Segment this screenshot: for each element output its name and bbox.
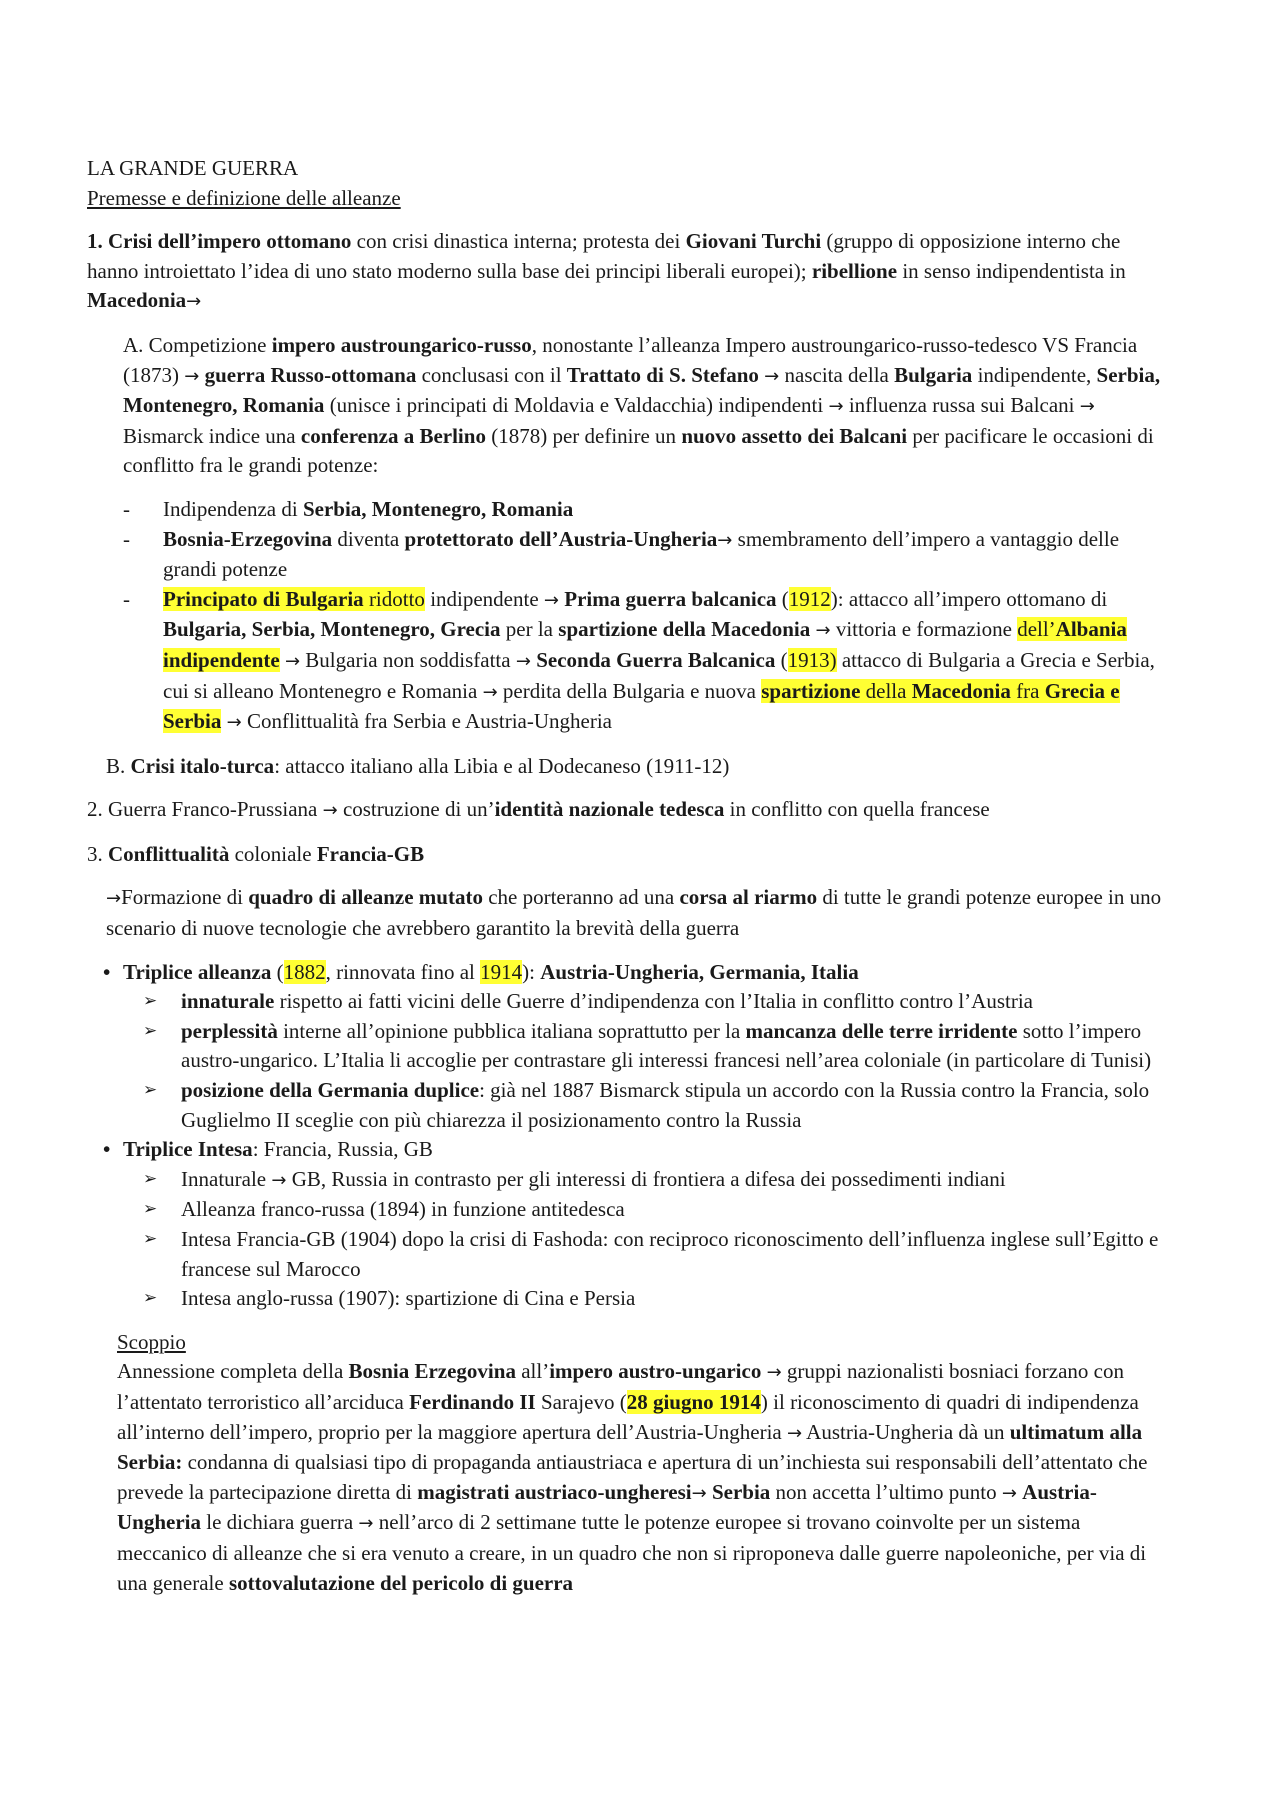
arrow-icon: → [271,1169,287,1191]
scoppio-paragraph: Annessione completa della Bosnia Erzegovina all’impero austro-ungarico → gruppi nazionalisti bosniaci forzano con l’attentato terroristico all’arciduca Ferdinando II Sarajevo (28 giugno 1914) il riconoscimento di quadri di indipendenza all’interno dell’impero, proprio per la maggiore apertura dell’Austria-Ungheria → Austria-Ungheria dà un ultimatum alla Serbia: condanna di qualsiasi tipo di propaganda antiaustriaca e apertura di un’inchiesta sui responsabili dell’attentato che prevede la partecipazione diretta di magistrati austriaco-ungheresi→ Serbia non accetta l’ultimo punto → Austria-Ungheria le dichiara guerra → nell’arco di 2 settimane tutte le potenze europee si trovano coinvolte per un sistema meccanico di alleanze che si era venuto a creare, in un quadro che non si riproponeva dalle guerre napoleoniche, per via di una generale sottovalutazione del pericolo di guerra [117,1359,1148,1595]
list-item: - Indipendenza di Serbia, Montenegro, Romania [123,495,1170,525]
doc-title: LA GRANDE GUERRA [87,156,299,180]
list-item: ➢ Innaturale → GB, Russia in contrasto per gli interessi di frontiera a difesa dei possedimenti indiani [143,1165,1170,1196]
list-item: ➢ innaturale rispetto ai fatti vicini delle Guerre d’indipendenza con l’Italia in conflitto contro l’Austria [143,987,1170,1017]
dash-marker: - [123,496,130,521]
arrow-icon: → [764,365,780,387]
arrow-icon: → [482,681,498,703]
formation-paragraph: →Formazione di quadro di alleanze mutato che porteranno ad una corsa al riarmo di tutte le grandi potenze europee in uno scenario di nuove tecnologie che avrebbero garantito la brevità della guerra [106,885,1162,941]
arrowhead-bullet-icon: ➢ [143,1288,158,1309]
sublist [143,987,1170,1135]
bullet-icon: • [103,959,111,984]
alliances-list [103,958,1170,1314]
arrow-icon: → [284,650,301,672]
list-item: - Bosnia-Erzegovina diventa protettorato dell’Austria-Ungheria→ smembramento dell’impero a vantaggio delle grandi potenze [123,526,1120,582]
scoppio-section [117,1328,1170,1598]
list-item: ➢ Alleanza franco-russa (1894) in funzione antitedesca [143,1195,1170,1225]
section-3: 3. Conflittualità coloniale Francia-GB [87,841,425,866]
arrow-icon: → [717,529,733,551]
sublist [143,1165,1170,1314]
arrowhead-bullet-icon: ➢ [143,1080,158,1101]
arrow-icon: → [691,1482,707,1504]
dash-marker: - [123,586,130,611]
section-2: 2. Guerra Franco-Prussiana → costruzione di un’identità nazionale tedesca in conflitto con quella francese [87,797,990,822]
arrow-icon: → [787,1422,803,1444]
dash-marker: - [123,526,130,551]
arrowhead-bullet-icon: ➢ [143,1020,158,1041]
list-item: - Principato di Bulgaria ridotto indipendente → Prima guerra balcanica (1912): attacco all’impero ottomano di Bulgaria, Serbia, Montenegro, Grecia per la spartizione della Macedonia → vittoria e formazione dell’Albania indipendente → Bulgaria non soddisfatta → Seconda Guerra Balcanica (1913) attacco di Bulgaria a Grecia e Serbia, cui si alleano Montenegro e Romania → perdita della Bulgaria e nuova spartizione della Macedonia fra Grecia e Serbia → Conflittualità fra Serbia e Austria-Ungheria [123,586,1155,734]
list-item-triplice-intesa: • Triplice Intesa: Francia, Russia, GB ➢ Innaturale → GB, Russia in contrasto per gli interessi di frontiera a difesa dei possedimenti indiani ➢ Alleanza franco-russa (1894) in funzione antitedesca ➢ Intesa Francia-GB (1904) dopo la crisi di Fashoda: con reciproco riconoscimento dell’influenza inglese sull’Egitto e francese sul Marocco ➢ Intesa anglo-russa (1907): spartizione di Cina e Persia [103,1135,1170,1314]
doc-subtitle: Premesse e definizione delle alleanze [87,185,401,210]
arrow-icon: → [106,888,122,910]
arrow-icon: → [1079,396,1095,418]
section-1b: B. Crisi italo-turca: attacco italiano alla Libia e al Dodecaneso (1911-12) [106,753,730,778]
dash-list [123,495,1170,738]
arrow-icon: → [543,589,559,611]
arrow-icon: → [322,800,338,822]
arrowhead-bullet-icon: ➢ [143,1229,158,1249]
list-item: ➢ perplessità interne all’opinione pubblica italiana soprattutto per la mancanza delle terre irridente sotto l’impero austro-ungarico. L’Italia li accoglie per contrastare gli interessi francesi nell’area coloniale (in particolare di Tunisi) [143,1018,1152,1073]
arrow-icon: → [815,620,831,642]
arrow-icon: → [766,1362,782,1384]
list-item: ➢ Intesa Francia-GB (1904) dopo la crisi di Fashoda: con reciproco riconoscimento dell’influenza inglese sull’Egitto e francese sul Marocco [143,1227,1159,1281]
arrowhead-bullet-icon: ➢ [143,1168,158,1189]
section-1a: A. Competizione impero austroungarico-russo, nonostante l’alleanza Impero austroungarico-russo-tedesco VS Francia (1873) → guerra Russo-ottomana conclusasi con il Trattato di S. Stefano → nascita della Bulgaria indipendente, Serbia, Montenegro, Romania (unisce i principati di Moldavia e Valdacchia) indipendenti → influenza russa sui Balcani → Bismarck indice una conferenza a Berlino (1878) per definire un nuovo assetto dei Balcani per pacificare le occasioni di conflitto fra le grandi potenze: [123,332,1161,478]
list-item: ➢ posizione della Germania duplice: già nel 1887 Bismarck stipula un accordo con la Russia contro la Francia, solo Guglielmo II sceglie con più chiarezza il posizionamento contro la Russia [143,1078,1150,1132]
scoppio-heading: Scoppio [117,1329,186,1354]
arrowhead-bullet-icon: ➢ [143,991,158,1012]
arrow-icon: → [184,365,200,387]
arrow-icon: → [226,712,242,734]
arrow-icon: → [186,291,202,313]
arrow-icon: → [1001,1482,1017,1504]
bullet-icon: • [103,1137,111,1162]
arrowhead-bullet-icon: ➢ [143,1199,158,1220]
arrow-icon: → [828,396,844,418]
section-1: 1. Crisi dell’impero ottomano con crisi dinastica interna; protesta dei Giovani Turchi (gruppo di opposizione interno che hanno introiettato l’idea di uno stato moderno sulla base dei principi liberali europei); ribellione in senso indipendentista in Macedonia→ [87,229,1126,313]
arrow-icon: → [358,1513,374,1535]
list-item-triplice-alleanza: • Triplice alleanza (1882, rinnovata fino al 1914): Austria-Ungheria, Germania, Italia ➢ innaturale rispetto ai fatti vicini delle Guerre d’indipendenza con l’Italia in conflitto contro l’Austria ➢ perplessità interne all’opinione pubblica italiana soprattutto per la mancanza delle terre irridente sotto l’impero austro-ungarico. L’Italia li accoglie per contrastare gli interessi francesi nell’area coloniale (in particolare di Tunisi) ➢ posizione della Germania duplice: già nel 1887 Bismarck stipula un accordo con la Russia contro la Francia, solo Guglielmo II sceglie con più chiarezza il posizionamento contro la Russia [103,958,1170,1136]
arrow-icon: → [515,650,531,672]
list-item: ➢ Intesa anglo-russa (1907): spartizione di Cina e Persia [143,1284,1170,1314]
